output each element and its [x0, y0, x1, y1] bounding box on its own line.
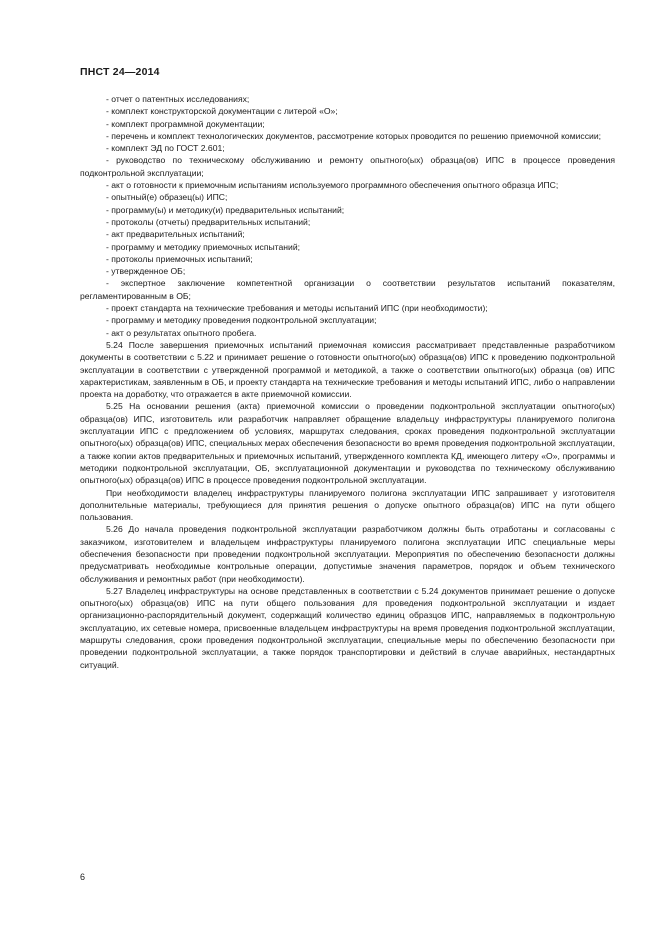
list-item-acceptance-test-program: - программу и методику приемочных испытаний;: [106, 241, 301, 252]
list-item-expert-conclusion: - экспертное заключение компетентной организации о соответствии результатов испытаний показателям, регламентированным в ОБ;: [80, 278, 615, 301]
list-item-operation-program: - программу и методику проведения подконтрольной эксплуатации;: [106, 315, 377, 326]
list-item-test-run-act: - акт о результатах опытного пробега.: [106, 327, 257, 338]
list-item-tech-docs: - перечень и комплект технологических документов, рассмотрение которых проводится по решению приемочной комиссии;: [106, 130, 602, 141]
list-item-patent-report: - отчет о патентных исследованиях;: [106, 94, 250, 104]
clause-5-25-continued: При необходимости владелец инфраструктуры планируемого полигона эксплуатации ИПС запрашивает у изготовителя дополнительные материалы, требующиеся для принятия решения о допуске опытного образца(ов) ИПС на пути общего пользования.: [80, 487, 615, 523]
list-item-prelim-test-protocols: - протоколы (отчеты) предварительных испытаний;: [106, 216, 311, 227]
list-item-ed-set: - комплект ЭД по ГОСТ 2.601;: [106, 143, 225, 154]
list-item-design-docs: - комплект конструкторской документации с литерой «О»;: [106, 106, 338, 117]
list-item-software-docs: - комплект программной документации;: [106, 118, 265, 129]
document-body: [80, 93, 615, 671]
clause-5-26: 5.26 До начала проведения подконтрольной эксплуатации разработчиком должны быть отработаны и согласованы с заказчиком, изготовителем и владельцем инфраструктуры планируемого полигона эксплуатации ИПС специальные меры обеспечения безопасности при проведении подконтрольной эксплуатации. Мероприятия по обеспечению безопасности должны предусматривать необходимые контрольные операции, допустимые значения параметров, порядок и объем технического обслуживания и ремонтных работ (при необходимости).: [80, 524, 615, 584]
clause-5-24: 5.24 После завершения приемочных испытаний приемочная комиссия рассматривает представленные разработчиком документы в соответствии с 5.22 и принимает решение о готовности опытного(ых) образца(ов) ИПС к проведению подконтрольной эксплуатации в соответствии с утвержденной программой и методикой, а также о соответствии опытного(ых) образца (ов) ИПС характеристикам, заявленным в ОБ, и проекту стандарта на технические требования и методы испытаний ИПС, либо о направлении проекта на доработку, что отражается в акте приемочной комиссии.: [80, 339, 615, 400]
clause-5-27: 5.27 Владелец инфраструктуры на основе представленных в соответствии с 5.24 документов принимает решение о допуске опытного(ых) образца(ов) ИПС на пути общего пользования для проведения подконтрольной эксплуатации и издает организационно-распорядительный документ, содержащий количество единиц образцов ИПС, направляемых в подконтрольную эксплуатацию, их сетевые номера, присвоенные владельцем инфраструктуры на время проведения подконтрольной эксплуатации, маршруты следования, сроки проведения подконтрольной эксплуатации, специальные меры по обеспечению безопасности при проведении подконтрольной эксплуатации, а также порядок транспортировки и действий в случае аварийных, нестандартных ситуаций.: [80, 585, 615, 670]
clause-5-25: 5.25 На основании решения (акта) приемочной комиссии о проведении подконтрольной эксплуатации опытного(ых) образца(ов) ИПС, изготовитель или разработчик направляет обращение владельцу инфраструктуры планируемого полигона эксплуатации ИПС с предложением об условиях, маршрутах следования, сроках проведения подконтрольной эксплуатации опытного(ых) образца(ов) ИПС, специальных мерах обеспечения безопасности во время проведения подконтрольной эксплуатации, а также копии актов предварительных и приемочных испытаний, утвержденного комплекта КД, имеющего литеру «О», программы и методики подконтрольной эксплуатации, ОБ, эксплуатационной документации и руководства по техническому обслуживанию опытного(ых) образца(ов) ИПС в процессе проведения подконтрольной эксплуатации.: [80, 401, 615, 486]
list-item-standard-draft: - проект стандарта на технические требования и методы испытаний ИПС (при необходимости);: [106, 303, 488, 314]
list-item-approved-ob: - утвержденное ОБ;: [106, 266, 186, 277]
list-item-maintenance-manual: - руководство по техническому обслуживанию и ремонту опытного(ых) образца(ов) ИПС в процессе проведения подконтрольной эксплуатации;: [80, 155, 615, 178]
list-item-prototypes: - опытный(е) образец(ы) ИПС;: [106, 192, 228, 203]
list-item-prelim-test-program: - программу(ы) и методику(и) предварительных испытаний;: [106, 204, 345, 215]
list-item-prelim-test-act: - акт предварительных испытаний;: [106, 229, 245, 240]
list-item-software-readiness-act: - акт о готовности к приемочным испытаниям используемого программного обеспечения опытного образца ИПС;: [106, 180, 559, 191]
list-item-acceptance-test-protocols: - протоколы приемочных испытаний;: [106, 253, 253, 264]
page-number: 6: [80, 872, 86, 882]
page-header-standard-id: ПНСТ 24—2014: [80, 66, 160, 78]
